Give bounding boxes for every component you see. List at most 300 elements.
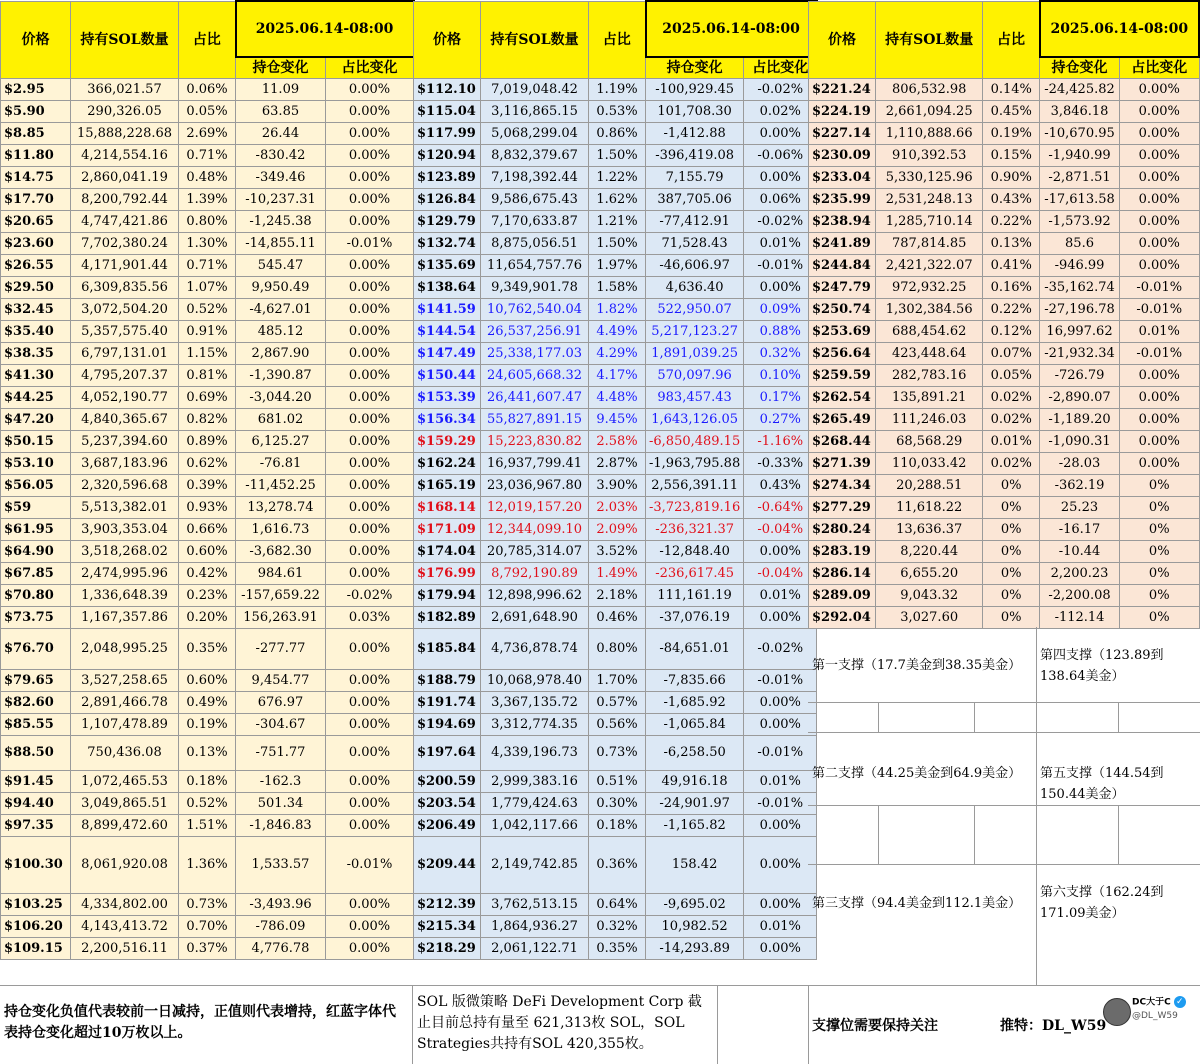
support-1: 第一支撑（17.7美金到38.35美金） [812, 658, 1022, 673]
table-row [1, 409, 414, 431]
mid-price-cell: $200.59 [414, 771, 481, 793]
right-holding-cell: 787,814.85 [875, 233, 982, 255]
right-ratio-change-cell: -0.01% [1119, 343, 1199, 365]
right-change-cell: -946.99 [1040, 255, 1120, 277]
right-ratio-cell: 0.45% [983, 101, 1040, 123]
left-ratio-change-cell: 0.00% [326, 938, 414, 960]
left-holding-cell: 2,320,596.68 [71, 475, 179, 497]
right-ratio-change-cell: 0.00% [1119, 387, 1199, 409]
mid-holding-cell: 23,036,967.80 [481, 475, 589, 497]
right-ratio-change-header: 占比变化 [1119, 57, 1199, 79]
left-price-cell: $91.45 [1, 771, 71, 793]
left-ratio-change-cell: 0.00% [326, 453, 414, 475]
left-change-cell: 63.85 [236, 101, 326, 123]
mid-ratio-change-cell: 0.17% [744, 387, 817, 409]
table-row [1, 692, 414, 714]
left-ratio-cell: 0.69% [179, 387, 236, 409]
mid-ratio-change-cell: -0.02% [744, 79, 817, 101]
table-row [414, 916, 817, 938]
mid-ratio-cell: 1.22% [589, 167, 646, 189]
right-price-cell: $235.99 [809, 189, 876, 211]
left-ratio-cell: 0.19% [179, 714, 236, 736]
table-row [1, 916, 414, 938]
left-ratio-cell: 0.42% [179, 563, 236, 585]
left-holding-cell: 6,309,835.56 [71, 277, 179, 299]
right-ratio-cell: 0% [983, 585, 1040, 607]
mid-ratio-change-cell: -0.06% [744, 145, 817, 167]
left-holding-cell: 4,334,802.00 [71, 894, 179, 916]
mid-change-cell: -1,165.82 [646, 815, 744, 837]
left-holding-cell: 15,888,228.68 [71, 123, 179, 145]
table-row [1, 563, 414, 585]
mid-change-cell: -9,695.02 [646, 894, 744, 916]
left-change-cell: -786.09 [236, 916, 326, 938]
left-holding-cell: 4,840,365.67 [71, 409, 179, 431]
left-holding-cell: 1,167,357.86 [71, 607, 179, 629]
left-holding-cell: 290,326.05 [71, 101, 179, 123]
table-row [1, 79, 414, 101]
right-price-header: 价格 [809, 1, 876, 79]
table-row [1, 497, 414, 519]
left-price-cell: $20.65 [1, 211, 71, 233]
right-ratio-change-cell: 0.00% [1119, 453, 1199, 475]
left-ratio-cell: 0.06% [179, 79, 236, 101]
right-ratio-change-cell: 0.00% [1119, 101, 1199, 123]
right-change-cell: -16.17 [1040, 519, 1120, 541]
table-row [414, 585, 817, 607]
mid-ratio-change-cell: 0.00% [744, 167, 817, 189]
left-ratio-cell: 0.52% [179, 793, 236, 815]
table-row [809, 211, 1200, 233]
left-ratio-change-cell: 0.00% [326, 736, 414, 771]
left-change-cell: 6,125.27 [236, 431, 326, 453]
right-holding-cell: 2,531,248.13 [875, 189, 982, 211]
mid-holding-cell: 10,068,978.40 [481, 670, 589, 692]
left-ratio-change-cell: 0.00% [326, 894, 414, 916]
table-row [809, 607, 1200, 629]
mid-price-cell: $153.39 [414, 387, 481, 409]
left-price-cell: $70.80 [1, 585, 71, 607]
mid-ratio-change-cell: -0.33% [744, 453, 817, 475]
table-row [414, 475, 817, 497]
right-ratio-cell: 0.15% [983, 145, 1040, 167]
left-ratio-cell: 0.13% [179, 736, 236, 771]
right-change-cell: -17,613.58 [1040, 189, 1120, 211]
mid-ratio-cell: 1.82% [589, 299, 646, 321]
mid-change-cell: -7,835.66 [646, 670, 744, 692]
support-4: 第四支撑（123.89到138.64美金） [1040, 648, 1164, 684]
mid-price-cell: $176.99 [414, 563, 481, 585]
mid-date-header: 2025.06.14-08:00 [646, 1, 817, 57]
mid-price-cell: $182.89 [414, 607, 481, 629]
left-ratio-cell: 0.70% [179, 916, 236, 938]
left-header-row [1, 1, 414, 57]
mid-change-cell: -6,258.50 [646, 736, 744, 771]
mid-ratio-change-cell: 0.27% [744, 409, 817, 431]
mid-ratio-cell: 4.49% [589, 321, 646, 343]
table-row [414, 277, 817, 299]
mid-price-cell: $188.79 [414, 670, 481, 692]
mid-price-cell: $132.74 [414, 233, 481, 255]
footer-note-left: 持仓变化负值代表较前一日减持，正值则代表增持，红蓝字体代表持仓变化超过10万枚以上。 [4, 1004, 396, 1041]
mid-change-cell: -24,901.97 [646, 793, 744, 815]
mid-change-header: 持仓变化 [646, 57, 744, 79]
mid-price-cell: $120.94 [414, 145, 481, 167]
right-holding-cell: 68,568.29 [875, 431, 982, 453]
mid-ratio-change-cell: 0.32% [744, 343, 817, 365]
mid-change-cell: -37,076.19 [646, 607, 744, 629]
right-change-cell: -1,090.31 [1040, 431, 1120, 453]
mid-ratio-cell: 0.36% [589, 837, 646, 894]
right-holding-cell: 9,043.32 [875, 585, 982, 607]
mid-change-cell: -84,651.01 [646, 629, 744, 670]
mid-change-cell: 71,528.43 [646, 233, 744, 255]
mid-change-cell: -3,723,819.16 [646, 497, 744, 519]
mid-change-cell: -14,293.89 [646, 938, 744, 960]
left-ratio-cell: 0.71% [179, 145, 236, 167]
right-change-header: 持仓变化 [1040, 57, 1120, 79]
right-change-cell: -1,940.99 [1040, 145, 1120, 167]
left-holding-cell: 8,061,920.08 [71, 837, 179, 894]
right-price-cell: $227.14 [809, 123, 876, 145]
mid-ratio-change-cell: 0.06% [744, 189, 817, 211]
mid-price-cell: $179.94 [414, 585, 481, 607]
right-ratio-cell: 0.43% [983, 189, 1040, 211]
mid-ratio-change-cell: -0.02% [744, 211, 817, 233]
mid-holding-cell: 16,937,799.41 [481, 453, 589, 475]
mid-price-cell: $156.34 [414, 409, 481, 431]
mid-ratio-cell: 0.64% [589, 894, 646, 916]
mid-ratio-change-cell: 0.01% [744, 233, 817, 255]
right-header-row [809, 1, 1200, 57]
left-ratio-cell: 0.60% [179, 541, 236, 563]
mid-ratio-change-cell: -0.01% [744, 736, 817, 771]
mid-price-cell: $123.89 [414, 167, 481, 189]
mid-price-cell: $159.29 [414, 431, 481, 453]
left-holding-header: 持有SOL数量 [71, 1, 179, 79]
mid-holding-cell: 25,338,177.03 [481, 343, 589, 365]
left-change-cell: 984.61 [236, 563, 326, 585]
right-price-cell: $230.09 [809, 145, 876, 167]
right-ratio-change-cell: 0.00% [1119, 189, 1199, 211]
right-change-cell: -21,932.34 [1040, 343, 1120, 365]
left-holding-cell: 2,891,466.78 [71, 692, 179, 714]
table-row [809, 123, 1200, 145]
mid-ratio-change-cell: -1.16% [744, 431, 817, 453]
table-row [414, 299, 817, 321]
mid-ratio-cell: 1.21% [589, 211, 646, 233]
right-holding-cell: 111,246.03 [875, 409, 982, 431]
mid-holding-cell: 12,344,099.10 [481, 519, 589, 541]
mid-holding-cell: 7,170,633.87 [481, 211, 589, 233]
table-row [1, 607, 414, 629]
right-price-cell: $274.34 [809, 475, 876, 497]
right-ratio-header: 占比 [983, 1, 1040, 79]
table-row [414, 629, 817, 670]
mid-ratio-cell: 2.09% [589, 519, 646, 541]
mid-holding-cell: 3,367,135.72 [481, 692, 589, 714]
left-ratio-cell: 0.89% [179, 431, 236, 453]
left-price-cell: $8.85 [1, 123, 71, 145]
left-holding-cell: 3,049,865.51 [71, 793, 179, 815]
left-ratio-cell: 0.39% [179, 475, 236, 497]
left-ratio-cell: 0.37% [179, 938, 236, 960]
table-row [1, 431, 414, 453]
mid-holding-cell: 12,019,157.20 [481, 497, 589, 519]
right-ratio-change-cell: 0.00% [1119, 145, 1199, 167]
left-holding-cell: 3,072,504.20 [71, 299, 179, 321]
left-price-cell: $109.15 [1, 938, 71, 960]
left-price-header: 价格 [1, 1, 71, 79]
right-change-cell: 25.23 [1040, 497, 1120, 519]
left-change-cell: -4,627.01 [236, 299, 326, 321]
table-row [414, 79, 817, 101]
table-row [414, 343, 817, 365]
left-ratio-change-cell: 0.00% [326, 692, 414, 714]
right-price-cell: $247.79 [809, 277, 876, 299]
left-price-cell: $106.20 [1, 916, 71, 938]
left-holding-cell: 3,903,353.04 [71, 519, 179, 541]
mid-ratio-cell: 1.49% [589, 563, 646, 585]
right-ratio-cell: 0% [983, 607, 1040, 629]
support-2: 第二支撑（44.25美金到64.9美金） [812, 766, 1022, 781]
right-change-cell: -2,871.51 [1040, 167, 1120, 189]
mid-price-cell: $117.99 [414, 123, 481, 145]
mid-holding-cell: 2,061,122.71 [481, 938, 589, 960]
right-price-cell: $256.64 [809, 343, 876, 365]
left-change-cell: -11,452.25 [236, 475, 326, 497]
right-ratio-cell: 0.12% [983, 321, 1040, 343]
mid-ratio-change-cell: 0.00% [744, 692, 817, 714]
verified-icon: ✓ [1174, 996, 1186, 1008]
left-ratio-cell: 1.51% [179, 815, 236, 837]
mid-price-cell: $212.39 [414, 894, 481, 916]
left-price-cell: $76.70 [1, 629, 71, 670]
mid-ratio-change-cell: 0.02% [744, 101, 817, 123]
left-holding-cell: 7,702,380.24 [71, 233, 179, 255]
table-row [414, 837, 817, 894]
left-price-cell: $85.55 [1, 714, 71, 736]
right-ratio-cell: 0.01% [983, 431, 1040, 453]
right-price-cell: $238.94 [809, 211, 876, 233]
mid-change-cell: 522,950.07 [646, 299, 744, 321]
left-holding-cell: 2,048,995.25 [71, 629, 179, 670]
right-price-cell: $268.44 [809, 431, 876, 453]
left-ratio-cell: 0.60% [179, 670, 236, 692]
mid-ratio-cell: 2.87% [589, 453, 646, 475]
left-price-cell: $100.30 [1, 837, 71, 894]
left-holding-cell: 1,336,648.39 [71, 585, 179, 607]
mid-holding-cell: 2,999,383.16 [481, 771, 589, 793]
table-row [414, 563, 817, 585]
left-holding-cell: 3,687,183.96 [71, 453, 179, 475]
mid-ratio-cell: 0.30% [589, 793, 646, 815]
left-ratio-cell: 0.23% [179, 585, 236, 607]
mid-change-cell: -12,848.40 [646, 541, 744, 563]
right-change-cell: 3,846.18 [1040, 101, 1120, 123]
mid-holding-cell: 26,441,607.47 [481, 387, 589, 409]
left-holding-cell: 4,747,421.86 [71, 211, 179, 233]
mid-price-cell: $165.19 [414, 475, 481, 497]
left-change-cell: 2,867.90 [236, 343, 326, 365]
table-row [414, 771, 817, 793]
table-row [809, 409, 1200, 431]
left-ratio-change-cell: 0.00% [326, 793, 414, 815]
table-row [809, 343, 1200, 365]
right-ratio-cell: 0% [983, 475, 1040, 497]
mid-price-cell: $197.64 [414, 736, 481, 771]
left-ratio-change-cell: 0.00% [326, 299, 414, 321]
table-row [414, 453, 817, 475]
mid-ratio-cell: 1.62% [589, 189, 646, 211]
table-right [808, 0, 1200, 629]
table-row [809, 101, 1200, 123]
mid-price-cell: $203.54 [414, 793, 481, 815]
right-price-cell: $221.24 [809, 79, 876, 101]
left-ratio-cell: 1.30% [179, 233, 236, 255]
table-row [809, 145, 1200, 167]
left-ratio-change-cell: 0.00% [326, 771, 414, 793]
mid-ratio-cell: 3.90% [589, 475, 646, 497]
mid-ratio-change-cell: -0.01% [744, 255, 817, 277]
mid-price-cell: $129.79 [414, 211, 481, 233]
left-holding-cell: 1,072,465.53 [71, 771, 179, 793]
table-row [809, 321, 1200, 343]
mid-price-cell: $174.04 [414, 541, 481, 563]
right-holding-cell: 910,392.53 [875, 145, 982, 167]
left-price-cell: $23.60 [1, 233, 71, 255]
mid-ratio-cell: 1.50% [589, 233, 646, 255]
table-row [1, 321, 414, 343]
table-row [1, 837, 414, 894]
right-change-cell: -726.79 [1040, 365, 1120, 387]
left-price-cell: $53.10 [1, 453, 71, 475]
left-ratio-cell: 0.20% [179, 607, 236, 629]
mid-ratio-cell: 4.48% [589, 387, 646, 409]
mid-ratio-change-cell: 0.00% [744, 123, 817, 145]
mid-change-cell: 983,457.43 [646, 387, 744, 409]
right-ratio-change-cell: 0.00% [1119, 233, 1199, 255]
left-change-cell: 1,533.57 [236, 837, 326, 894]
right-ratio-change-cell: 0.00% [1119, 255, 1199, 277]
mid-price-cell: $209.44 [414, 837, 481, 894]
right-change-cell: -1,189.20 [1040, 409, 1120, 431]
table-row [414, 670, 817, 692]
left-price-cell: $29.50 [1, 277, 71, 299]
right-change-cell: -24,425.82 [1040, 79, 1120, 101]
table-row [1, 343, 414, 365]
mid-ratio-change-cell: 0.43% [744, 475, 817, 497]
mid-price-cell: $206.49 [414, 815, 481, 837]
right-ratio-cell: 0.22% [983, 299, 1040, 321]
left-ratio-change-cell: 0.00% [326, 815, 414, 837]
left-price-cell: $82.60 [1, 692, 71, 714]
mid-ratio-change-cell: 0.00% [744, 277, 817, 299]
support-5: 第五支撑（144.54到150.44美金） [1040, 766, 1164, 802]
table-row [809, 277, 1200, 299]
left-holding-cell: 2,200,516.11 [71, 938, 179, 960]
right-holding-cell: 423,448.64 [875, 343, 982, 365]
support-levels [808, 627, 1200, 985]
left-ratio-change-cell: 0.00% [326, 916, 414, 938]
table-row [414, 211, 817, 233]
right-ratio-change-cell: 0.00% [1119, 167, 1199, 189]
table-row [1, 167, 414, 189]
mid-ratio-change-cell: -0.01% [744, 793, 817, 815]
mid-price-cell: $194.69 [414, 714, 481, 736]
table-row [1, 519, 414, 541]
right-ratio-cell: 0.05% [983, 365, 1040, 387]
left-ratio-change-cell: 0.00% [326, 145, 414, 167]
right-change-cell: -10,670.95 [1040, 123, 1120, 145]
left-price-cell: $32.45 [1, 299, 71, 321]
table-row [809, 431, 1200, 453]
right-ratio-cell: 0.41% [983, 255, 1040, 277]
left-ratio-cell: 0.91% [179, 321, 236, 343]
left-price-cell: $59 [1, 497, 71, 519]
table-row [1, 123, 414, 145]
left-ratio-cell: 0.35% [179, 629, 236, 670]
table-row [1, 475, 414, 497]
left-ratio-cell: 0.80% [179, 211, 236, 233]
mid-ratio-cell: 0.80% [589, 629, 646, 670]
left-ratio-cell: 0.93% [179, 497, 236, 519]
right-change-cell: 16,997.62 [1040, 321, 1120, 343]
right-ratio-change-cell: 0.00% [1119, 79, 1199, 101]
mid-price-cell: $115.04 [414, 101, 481, 123]
left-date-header: 2025.06.14-08:00 [236, 1, 414, 57]
table-row [414, 167, 817, 189]
left-ratio-cell: 1.15% [179, 343, 236, 365]
left-price-cell: $47.20 [1, 409, 71, 431]
left-price-cell: $14.75 [1, 167, 71, 189]
mid-ratio-change-cell: 0.00% [744, 938, 817, 960]
table-row [1, 585, 414, 607]
left-price-cell: $94.40 [1, 793, 71, 815]
mid-holding-cell: 24,605,668.32 [481, 365, 589, 387]
table-row [1, 299, 414, 321]
left-price-cell: $2.95 [1, 79, 71, 101]
left-holding-cell: 4,052,190.77 [71, 387, 179, 409]
table-row [1, 387, 414, 409]
right-price-cell: $233.04 [809, 167, 876, 189]
mid-ratio-cell: 4.29% [589, 343, 646, 365]
left-holding-cell: 3,518,268.02 [71, 541, 179, 563]
mid-ratio-cell: 0.56% [589, 714, 646, 736]
left-price-cell: $61.95 [1, 519, 71, 541]
left-price-cell: $88.50 [1, 736, 71, 771]
mid-holding-cell: 8,875,056.51 [481, 233, 589, 255]
mid-ratio-change-cell: -0.04% [744, 563, 817, 585]
right-holding-cell: 20,288.51 [875, 475, 982, 497]
table-row [414, 894, 817, 916]
mid-ratio-cell: 2.18% [589, 585, 646, 607]
table-row [809, 189, 1200, 211]
mid-ratio-cell: 1.58% [589, 277, 646, 299]
mid-ratio-cell: 0.46% [589, 607, 646, 629]
table-row [414, 692, 817, 714]
table-row [1, 736, 414, 771]
table-row [414, 409, 817, 431]
mid-holding-cell: 9,586,675.43 [481, 189, 589, 211]
mid-ratio-change-cell: 0.00% [744, 714, 817, 736]
mid-holding-cell: 4,736,878.74 [481, 629, 589, 670]
mid-price-header: 价格 [414, 1, 481, 79]
right-holding-cell: 2,421,322.07 [875, 255, 982, 277]
mid-ratio-cell: 0.32% [589, 916, 646, 938]
left-ratio-change-cell: 0.00% [326, 714, 414, 736]
left-ratio-cell: 0.62% [179, 453, 236, 475]
